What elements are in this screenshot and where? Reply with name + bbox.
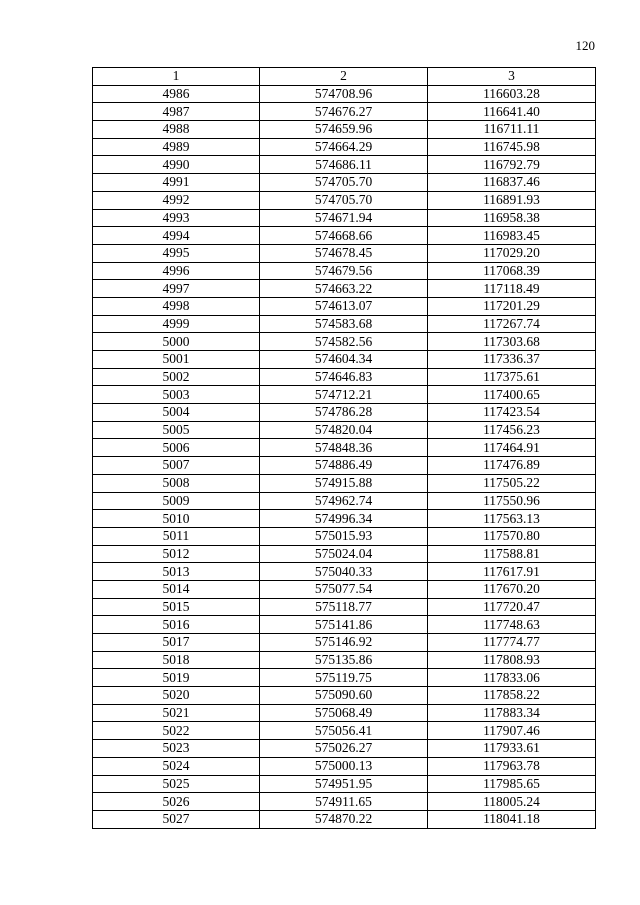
- x-coordinate-cell: 574786.28: [260, 404, 428, 422]
- x-coordinate-cell: 574886.49: [260, 457, 428, 475]
- x-coordinate-cell: 574583.68: [260, 315, 428, 333]
- point-number-cell: 4987: [93, 103, 260, 121]
- table-row: [93, 386, 596, 404]
- y-coordinate-cell: 117774.77: [428, 634, 596, 652]
- x-coordinate-cell: 574679.56: [260, 262, 428, 280]
- y-coordinate-cell: 117423.54: [428, 404, 596, 422]
- y-coordinate-cell: 117833.06: [428, 669, 596, 687]
- column-header-1: 1: [93, 68, 260, 86]
- y-coordinate-cell: 116641.40: [428, 103, 596, 121]
- table-row: [93, 103, 596, 121]
- table-row: [93, 757, 596, 775]
- y-coordinate-cell: 117375.61: [428, 368, 596, 386]
- x-coordinate-cell: 574659.96: [260, 121, 428, 139]
- table-row: [93, 810, 596, 828]
- point-number-cell: 5022: [93, 722, 260, 740]
- table-row: [93, 634, 596, 652]
- table-row: [93, 527, 596, 545]
- y-coordinate-cell: 117720.47: [428, 598, 596, 616]
- page-number: 120: [575, 38, 595, 53]
- point-number-cell: 5002: [93, 368, 260, 386]
- point-number-cell: 5027: [93, 810, 260, 828]
- table-header: [93, 68, 596, 86]
- y-coordinate-cell: 117933.61: [428, 740, 596, 758]
- table-row: [93, 156, 596, 174]
- table-body: [93, 85, 596, 828]
- x-coordinate-cell: 574646.83: [260, 368, 428, 386]
- table-row: [93, 138, 596, 156]
- y-coordinate-cell: 117563.13: [428, 510, 596, 528]
- y-coordinate-cell: 117570.80: [428, 527, 596, 545]
- column-header-3: 3: [428, 68, 596, 86]
- point-number-cell: 5025: [93, 775, 260, 793]
- table-row: [93, 333, 596, 351]
- table-row: [93, 669, 596, 687]
- x-coordinate-cell: 575135.86: [260, 651, 428, 669]
- y-coordinate-cell: 116745.98: [428, 138, 596, 156]
- x-coordinate-cell: 574613.07: [260, 297, 428, 315]
- x-coordinate-cell: 574582.56: [260, 333, 428, 351]
- y-coordinate-cell: 117464.91: [428, 439, 596, 457]
- table-row: [93, 244, 596, 262]
- x-coordinate-cell: 574604.34: [260, 351, 428, 369]
- table-row: [93, 598, 596, 616]
- table-row: [93, 563, 596, 581]
- y-coordinate-cell: 117400.65: [428, 386, 596, 404]
- point-number-cell: 5011: [93, 527, 260, 545]
- point-number-cell: 5021: [93, 704, 260, 722]
- x-coordinate-cell: 574705.70: [260, 191, 428, 209]
- x-coordinate-cell: 574686.11: [260, 156, 428, 174]
- point-number-cell: 4994: [93, 227, 260, 245]
- point-number-cell: 5009: [93, 492, 260, 510]
- table-row: [93, 439, 596, 457]
- point-number-cell: 4990: [93, 156, 260, 174]
- table-row: [93, 775, 596, 793]
- y-coordinate-cell: 117748.63: [428, 616, 596, 634]
- y-coordinate-cell: 117267.74: [428, 315, 596, 333]
- point-number-cell: 5016: [93, 616, 260, 634]
- y-coordinate-cell: 118005.24: [428, 793, 596, 811]
- x-coordinate-cell: 575040.33: [260, 563, 428, 581]
- table-row: [93, 191, 596, 209]
- x-coordinate-cell: 575056.41: [260, 722, 428, 740]
- point-number-cell: 5000: [93, 333, 260, 351]
- y-coordinate-cell: 117883.34: [428, 704, 596, 722]
- x-coordinate-cell: 574705.70: [260, 174, 428, 192]
- x-coordinate-cell: 574951.95: [260, 775, 428, 793]
- point-number-cell: 5007: [93, 457, 260, 475]
- point-number-cell: 4996: [93, 262, 260, 280]
- point-number-cell: 4986: [93, 85, 260, 103]
- table-row: [93, 457, 596, 475]
- column-header-2: 2: [260, 68, 428, 86]
- table-row: [93, 687, 596, 705]
- point-number-cell: 4993: [93, 209, 260, 227]
- x-coordinate-cell: 574915.88: [260, 474, 428, 492]
- table-row: [93, 280, 596, 298]
- point-number-cell: 4991: [93, 174, 260, 192]
- table-row: [93, 492, 596, 510]
- table-row: [93, 545, 596, 563]
- table-row: [93, 510, 596, 528]
- x-coordinate-cell: 575026.27: [260, 740, 428, 758]
- table-row: [93, 351, 596, 369]
- point-number-cell: 4989: [93, 138, 260, 156]
- y-coordinate-cell: 117907.46: [428, 722, 596, 740]
- x-coordinate-cell: 574848.36: [260, 439, 428, 457]
- y-coordinate-cell: 117588.81: [428, 545, 596, 563]
- point-number-cell: 5004: [93, 404, 260, 422]
- x-coordinate-cell: 575118.77: [260, 598, 428, 616]
- table-row: [93, 209, 596, 227]
- point-number-cell: 5019: [93, 669, 260, 687]
- table-row: [93, 740, 596, 758]
- point-number-cell: 5005: [93, 421, 260, 439]
- coordinates-table: [92, 67, 596, 829]
- y-coordinate-cell: 117858.22: [428, 687, 596, 705]
- point-number-cell: 5014: [93, 580, 260, 598]
- y-coordinate-cell: 117963.78: [428, 757, 596, 775]
- x-coordinate-cell: 574664.29: [260, 138, 428, 156]
- table-row: [93, 85, 596, 103]
- x-coordinate-cell: 575146.92: [260, 634, 428, 652]
- point-number-cell: 5001: [93, 351, 260, 369]
- y-coordinate-cell: 117336.37: [428, 351, 596, 369]
- x-coordinate-cell: 574678.45: [260, 244, 428, 262]
- y-coordinate-cell: 117670.20: [428, 580, 596, 598]
- table-row: [93, 421, 596, 439]
- point-number-cell: 5023: [93, 740, 260, 758]
- x-coordinate-cell: 574708.96: [260, 85, 428, 103]
- point-number-cell: 5012: [93, 545, 260, 563]
- y-coordinate-cell: 117201.29: [428, 297, 596, 315]
- point-number-cell: 4997: [93, 280, 260, 298]
- x-coordinate-cell: 574663.22: [260, 280, 428, 298]
- x-coordinate-cell: 575024.04: [260, 545, 428, 563]
- table-row: [93, 297, 596, 315]
- table-row: [93, 651, 596, 669]
- y-coordinate-cell: 116837.46: [428, 174, 596, 192]
- x-coordinate-cell: 574996.34: [260, 510, 428, 528]
- table-row: [93, 704, 596, 722]
- x-coordinate-cell: 575090.60: [260, 687, 428, 705]
- x-coordinate-cell: 574676.27: [260, 103, 428, 121]
- y-coordinate-cell: 117505.22: [428, 474, 596, 492]
- x-coordinate-cell: 575000.13: [260, 757, 428, 775]
- table-row: [93, 793, 596, 811]
- x-coordinate-cell: 575077.54: [260, 580, 428, 598]
- table-row: [93, 368, 596, 386]
- point-number-cell: 5013: [93, 563, 260, 581]
- point-number-cell: 4999: [93, 315, 260, 333]
- y-coordinate-cell: 116792.79: [428, 156, 596, 174]
- point-number-cell: 5026: [93, 793, 260, 811]
- point-number-cell: 4998: [93, 297, 260, 315]
- x-coordinate-cell: 574671.94: [260, 209, 428, 227]
- table-row: [93, 722, 596, 740]
- y-coordinate-cell: 116711.11: [428, 121, 596, 139]
- point-number-cell: 5008: [93, 474, 260, 492]
- point-number-cell: 4992: [93, 191, 260, 209]
- x-coordinate-cell: 574712.21: [260, 386, 428, 404]
- x-coordinate-cell: 574962.74: [260, 492, 428, 510]
- y-coordinate-cell: 116958.38: [428, 209, 596, 227]
- x-coordinate-cell: 575119.75: [260, 669, 428, 687]
- y-coordinate-cell: 116891.93: [428, 191, 596, 209]
- y-coordinate-cell: 117068.39: [428, 262, 596, 280]
- y-coordinate-cell: 116983.45: [428, 227, 596, 245]
- x-coordinate-cell: 574911.65: [260, 793, 428, 811]
- point-number-cell: 5006: [93, 439, 260, 457]
- y-coordinate-cell: 117029.20: [428, 244, 596, 262]
- table-row: [93, 174, 596, 192]
- point-number-cell: 5003: [93, 386, 260, 404]
- table-row: [93, 262, 596, 280]
- table-row: [93, 121, 596, 139]
- point-number-cell: 4988: [93, 121, 260, 139]
- point-number-cell: 5018: [93, 651, 260, 669]
- y-coordinate-cell: 117456.23: [428, 421, 596, 439]
- x-coordinate-cell: 575068.49: [260, 704, 428, 722]
- y-coordinate-cell: 116603.28: [428, 85, 596, 103]
- point-number-cell: 4995: [93, 244, 260, 262]
- point-number-cell: 5020: [93, 687, 260, 705]
- table-row: [93, 474, 596, 492]
- table-row: [93, 404, 596, 422]
- y-coordinate-cell: 117118.49: [428, 280, 596, 298]
- header-row: [93, 68, 596, 86]
- y-coordinate-cell: 117808.93: [428, 651, 596, 669]
- y-coordinate-cell: 118041.18: [428, 810, 596, 828]
- y-coordinate-cell: 117476.89: [428, 457, 596, 475]
- table-row: [93, 580, 596, 598]
- point-number-cell: 5010: [93, 510, 260, 528]
- y-coordinate-cell: 117550.96: [428, 492, 596, 510]
- y-coordinate-cell: 117985.65: [428, 775, 596, 793]
- y-coordinate-cell: 117303.68: [428, 333, 596, 351]
- x-coordinate-cell: 574668.66: [260, 227, 428, 245]
- table-row: [93, 227, 596, 245]
- table-row: [93, 315, 596, 333]
- x-coordinate-cell: 575015.93: [260, 527, 428, 545]
- x-coordinate-cell: 574870.22: [260, 810, 428, 828]
- point-number-cell: 5017: [93, 634, 260, 652]
- point-number-cell: 5015: [93, 598, 260, 616]
- x-coordinate-cell: 575141.86: [260, 616, 428, 634]
- x-coordinate-cell: 574820.04: [260, 421, 428, 439]
- y-coordinate-cell: 117617.91: [428, 563, 596, 581]
- point-number-cell: 5024: [93, 757, 260, 775]
- table-row: [93, 616, 596, 634]
